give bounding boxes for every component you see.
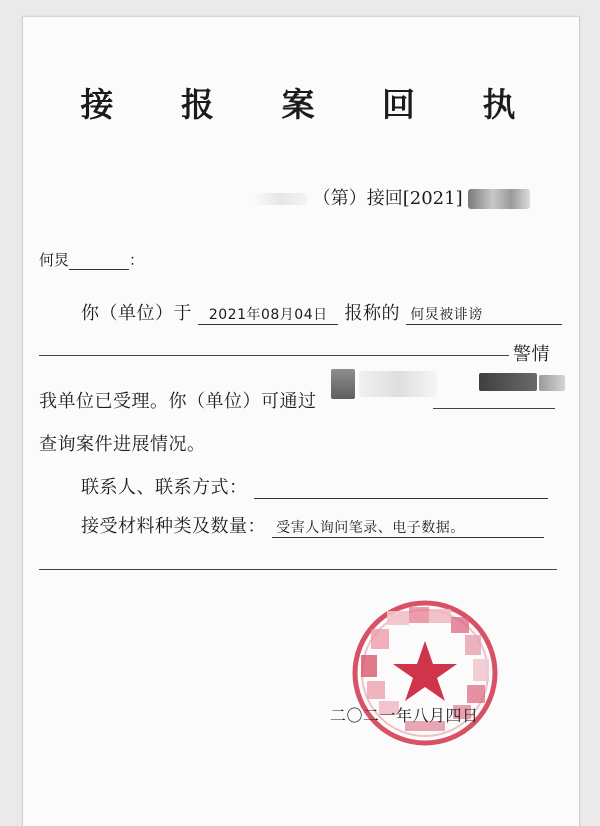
redacted-block-1 [331,369,355,399]
report-line-1 [81,299,562,325]
recipient-underline [69,251,129,270]
seal-svg [349,597,501,749]
redacted-block-2 [359,371,437,397]
report-line-3-rule [433,408,555,409]
contact-label: 联系人、联系方式： [81,477,248,498]
report-line-2-suffix: 警情 [513,344,550,365]
seal-star-icon [393,641,457,701]
recipient-line [39,249,144,270]
redacted-block-3 [479,373,537,391]
official-seal [349,597,501,749]
document-title: 接 报 案 回 执 [80,85,544,124]
document-number-text: （第）接回[2021] [312,188,463,209]
redacted-prefix [253,193,307,205]
document-number [253,184,530,210]
recipient-name: 何炅 [39,251,70,269]
contact-field [254,478,548,499]
receipt-sheet [22,16,580,826]
line1-mid: 报称的 [344,303,400,324]
materials-line [81,512,544,538]
report-line-4: 查询案件进展情况。 [39,434,206,455]
contact-line [81,473,548,499]
report-subject-field: 何炅被诽谤 [406,304,562,325]
report-line-2-rule [39,355,509,356]
line1-prefix: 你（单位）于 [81,303,192,324]
materials-label: 接受材料种类及数量： [81,516,266,537]
redacted-number [468,189,530,209]
materials-value: 受害人询问笔录、电子数据。 [272,517,544,538]
report-date-field: 2021年08月04日 [198,304,338,325]
recipient-colon: ： [129,251,145,269]
report-line-3: 我单位已受理。你（单位）可通过 [39,391,317,412]
blank-rule [39,569,557,570]
signed-date: 二〇二一年八月四日 [330,706,479,725]
redacted-block-4 [539,375,565,391]
